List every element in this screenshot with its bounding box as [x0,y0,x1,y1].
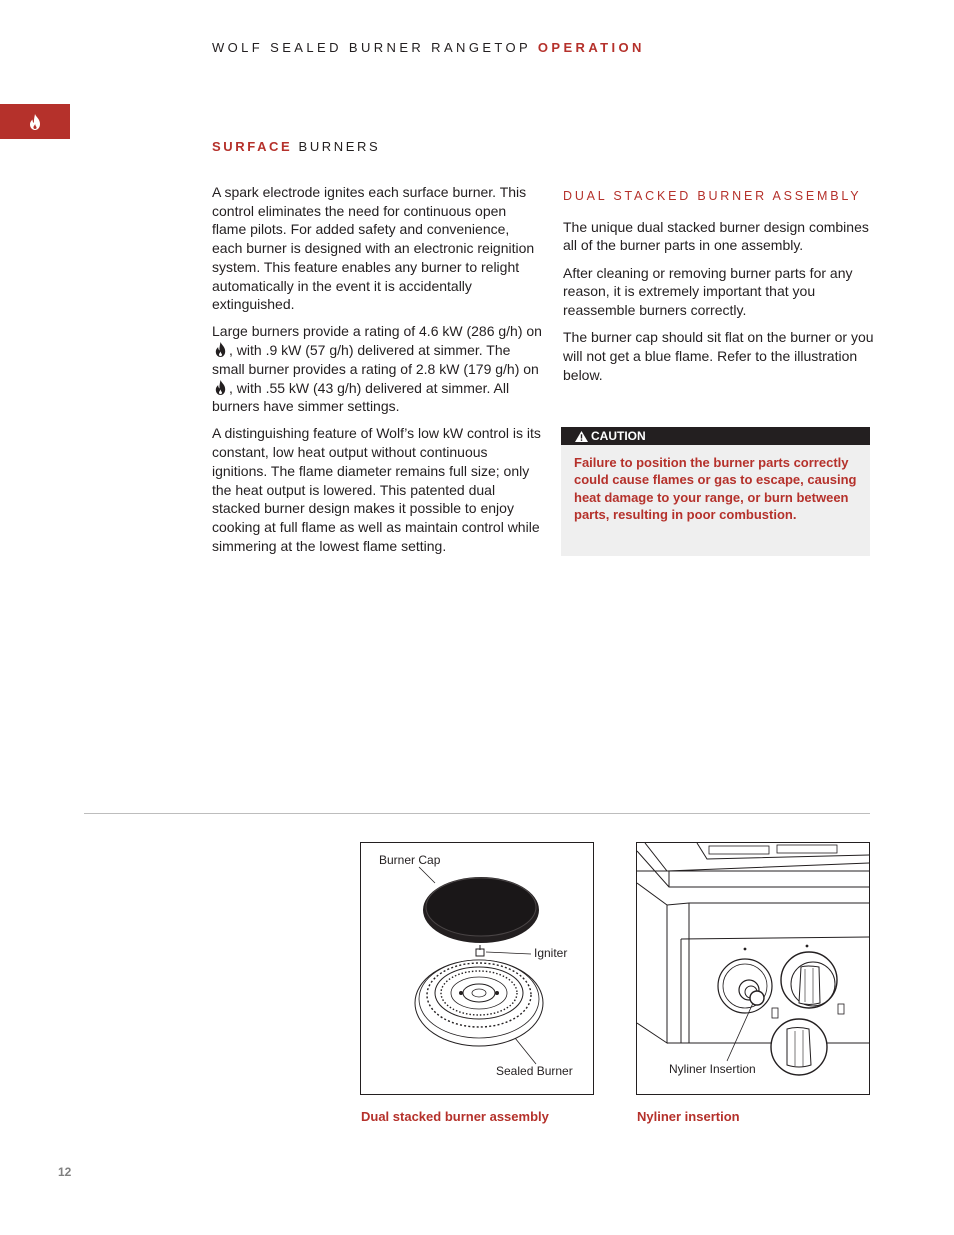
burner-assembly-illustration [361,843,593,1094]
nyliner-figure [636,842,870,1095]
high-flame-icon [214,380,227,395]
page-number: 12 [58,1165,72,1179]
left-column [212,183,542,564]
caution-box [561,427,870,556]
flame-icon [29,114,41,130]
paragraph-dual-stacked: The unique dual stacked burner design combines all of the burner parts in one assembly. [563,218,869,254]
paragraph-spark-electrode: A spark electrode ignites each surface burner. This control eliminates the need for continuous open flame pilots. For added safety and convenience, each burner is designed with an electronic reignition system. This feature enables any burner to relight automatically in the event it is accidentally extinguished. [212,184,535,313]
section-title-rest: BURNERS [298,139,381,154]
high-flame-icon [214,342,227,357]
burner-assembly-caption: Dual stacked burner assembly [361,1109,549,1124]
paragraph-burner-ratings [212,322,542,416]
header-title: WOLF SEALED BURNER RANGETOP [212,40,531,55]
sealed-burner-label: Sealed Burner [496,1064,573,1078]
paragraph-low-kw-control: A distinguishing feature of Wolf’s low kW control is its constant, low heat output without continuous ignitions. The flame diameter remains full size; only the heat output is lowered. This patented dual stacked burner design makes it possible to enjoy cooking at full flame as well as maintain control while simmering at the lowest flame setting. [212,425,541,554]
igniter-label: Igniter [534,946,568,960]
section-tab [0,104,70,139]
caution-label: CAUTION [591,429,646,443]
paragraph-burner-cap: The burner cap should sit flat on the burner or you will not get a blue flame. Refer to the illustration below. [563,329,874,383]
section-title [212,139,380,154]
burner-cap-label: Burner Cap [379,853,441,867]
section-title-accent: SURFACE [212,139,293,154]
burner-assembly-figure [360,842,594,1095]
nyliner-illustration [637,843,869,1094]
rating-text-b: , with .9 kW (57 g/h) delivered at simmer. The small burner provides a rating of 2.8 kW (179 g/h) on [212,342,539,377]
rating-text-a: Large burners provide a rating of 4.6 kW (286 g/h) on [212,323,542,340]
running-header [212,40,645,55]
caution-text: Failure to position the burner parts correctly could cause flames or gas to escape, causing heat damage to your range, or burn between parts, resulting in poor combustion. [574,455,857,522]
header-accent: OPERATION [537,40,645,55]
nyliner-insertion-label: Nyliner Insertion [669,1062,756,1076]
rating-text-c: , with .55 kW (43 g/h) delivered at simmer. All burners have simmer settings. [212,379,510,415]
warning-icon [575,431,588,442]
caution-header [561,427,870,445]
paragraph-reassemble: After cleaning or removing burner parts for any reason, it is extremely important that you reassemble burners correctly. [563,264,853,319]
divider [84,813,870,814]
subsection-title: DUAL STACKED BURNER ASSEMBLY [563,189,862,203]
right-column [563,187,875,393]
nyliner-caption: Nyliner insertion [637,1109,740,1124]
